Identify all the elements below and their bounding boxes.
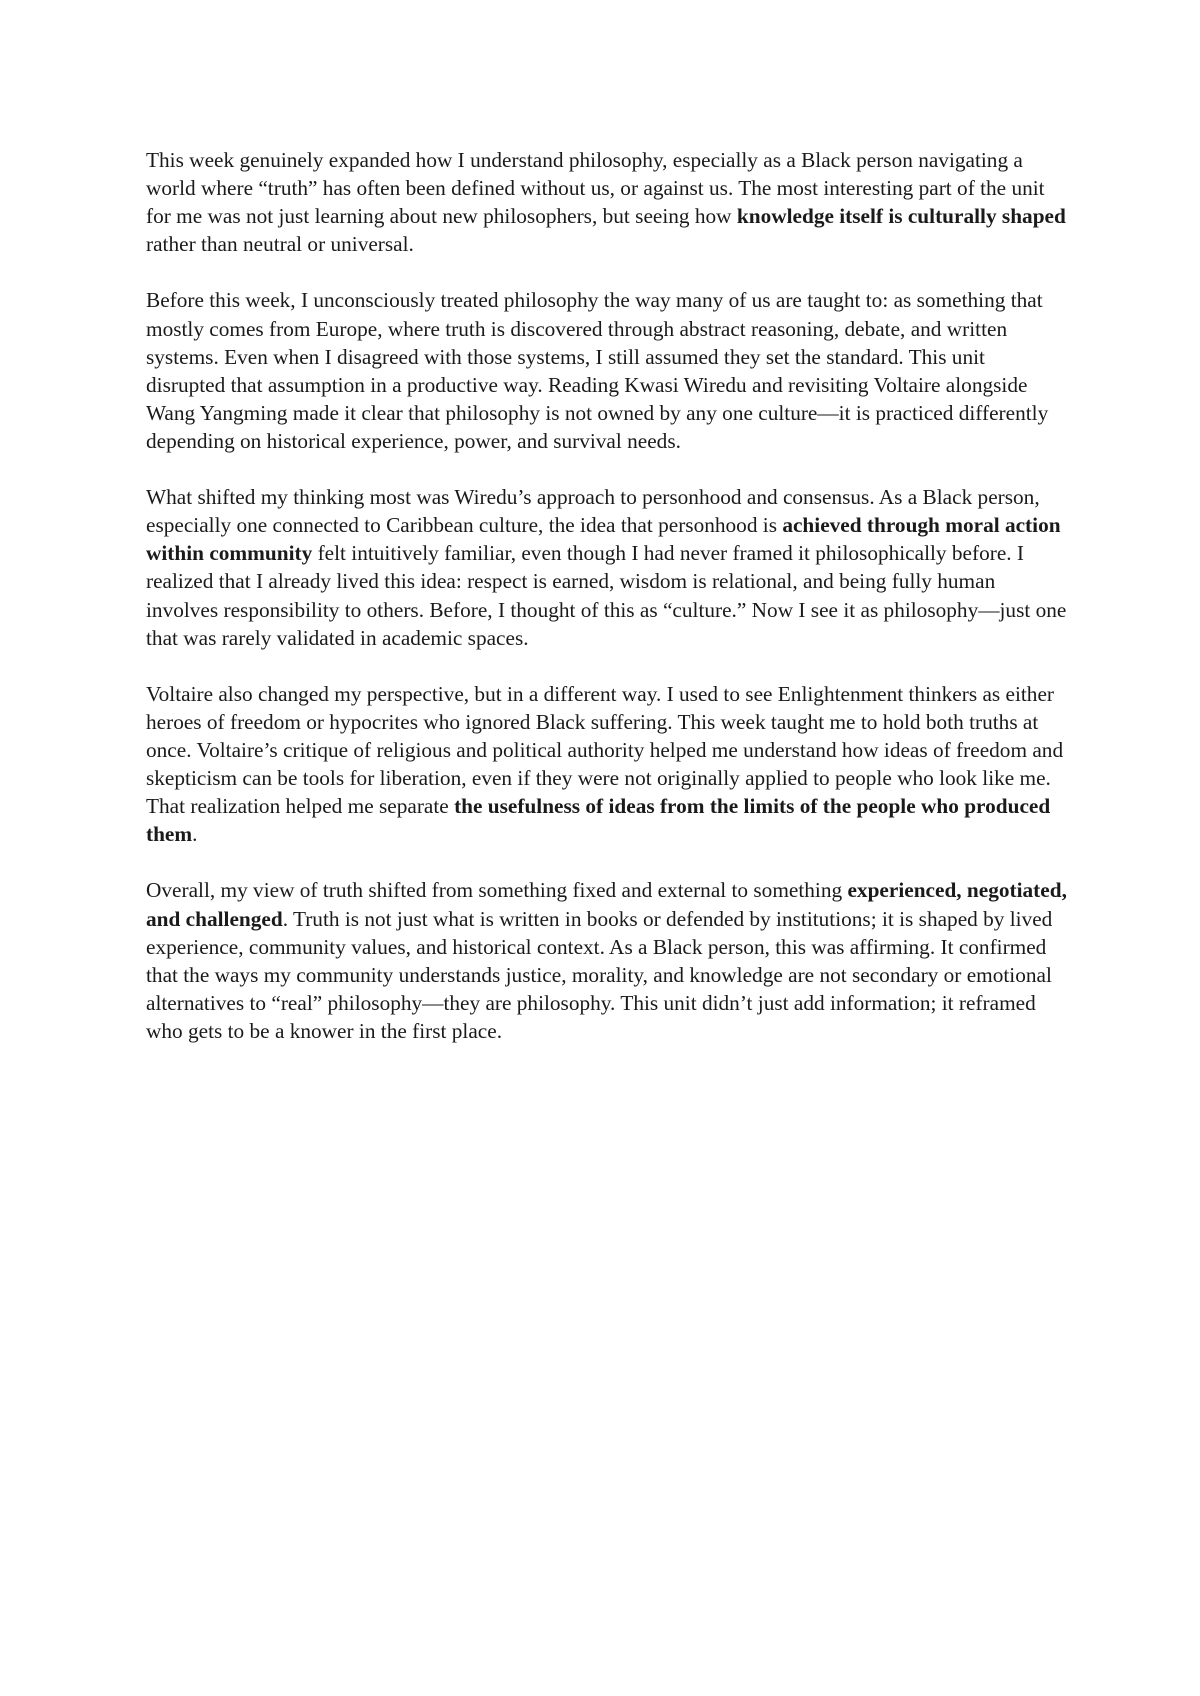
paragraph-text: Before this week, I unconsciously treated philosophy the way many of us are taught to: as something that mostly comes from Europe, where truth is discovered through abstract reasoning, debate, and written systems. Even when I disagreed with those systems, I still assumed they set the standard. This unit disrupted that assumption in a productive way. Reading Kwasi Wiredu and revisiting Voltaire alongside Wang Yangming made it clear that philosophy is not owned by any one culture—it is practiced differently depending on historical experience, power, and survival needs. bbox=[146, 288, 1049, 453]
paragraph-text: felt intuitively familiar, even though I had never framed it philosophically before. I realized that I already lived this idea: respect is earned, wisdom is relational, and being fully human involves responsibility to others. Before, I thought of this as “culture.” Now I see it as philosophy—just one that was rarely validated in academic spaces. bbox=[146, 541, 1067, 650]
paragraph-text: What shifted my thinking most was Wiredu’s approach to personhood and consensus. As a Black person, especially one connected to Caribbean culture, the idea that personhood is bbox=[146, 485, 1040, 538]
paragraph-text: Overall, my view of truth shifted from something fixed and external to something bbox=[146, 878, 848, 903]
bold-phrase: knowledge itself is culturally shaped bbox=[736, 204, 1066, 229]
bold-phrase: the usefulness of ideas from the limits of the people who produced them bbox=[146, 794, 1051, 847]
paragraph-4 bbox=[146, 680, 1068, 849]
paragraph-text: This week genuinely expanded how I understand philosophy, especially as a Black person navigating a world where “truth” has often been defined without us, or against us. The most interesting part of the unit for me was not just learning about new philosophers, but seeing how bbox=[146, 148, 1045, 229]
paragraph-5 bbox=[146, 876, 1068, 1045]
paragraph-2 bbox=[146, 286, 1068, 455]
paragraph-1 bbox=[146, 146, 1068, 258]
bold-phrase: achieved through moral action within community bbox=[146, 513, 1061, 566]
bold-phrase: experienced, negotiated, and challenged bbox=[146, 878, 1067, 931]
paragraph-text: . bbox=[192, 822, 198, 847]
paragraph-3 bbox=[146, 483, 1068, 652]
document-body bbox=[146, 146, 1068, 1073]
paragraph-text: rather than neutral or universal. bbox=[146, 232, 414, 257]
paragraph-text: Voltaire also changed my perspective, but in a different way. I used to see Enlightenment thinkers as either heroes of freedom or hypocrites who ignored Black suffering. This week taught me to hold both truths at once. Voltaire’s critique of religious and political authority helped me understand how ideas of freedom and skepticism can be tools for liberation, even if they were not originally applied to people who look like me. That realization helped me separate bbox=[146, 681, 1064, 819]
paragraph-text: . Truth is not just what is written in books or defended by institutions; it is shaped by lived experience, community values, and historical context. As a Black person, this was affirming. It confirmed that the ways my community understands justice, morality, and knowledge are not secondary or emotional alternatives to “real” philosophy—they are philosophy. This unit didn’t just add information; it reframed who gets to be a knower in the first place. bbox=[146, 906, 1053, 1043]
